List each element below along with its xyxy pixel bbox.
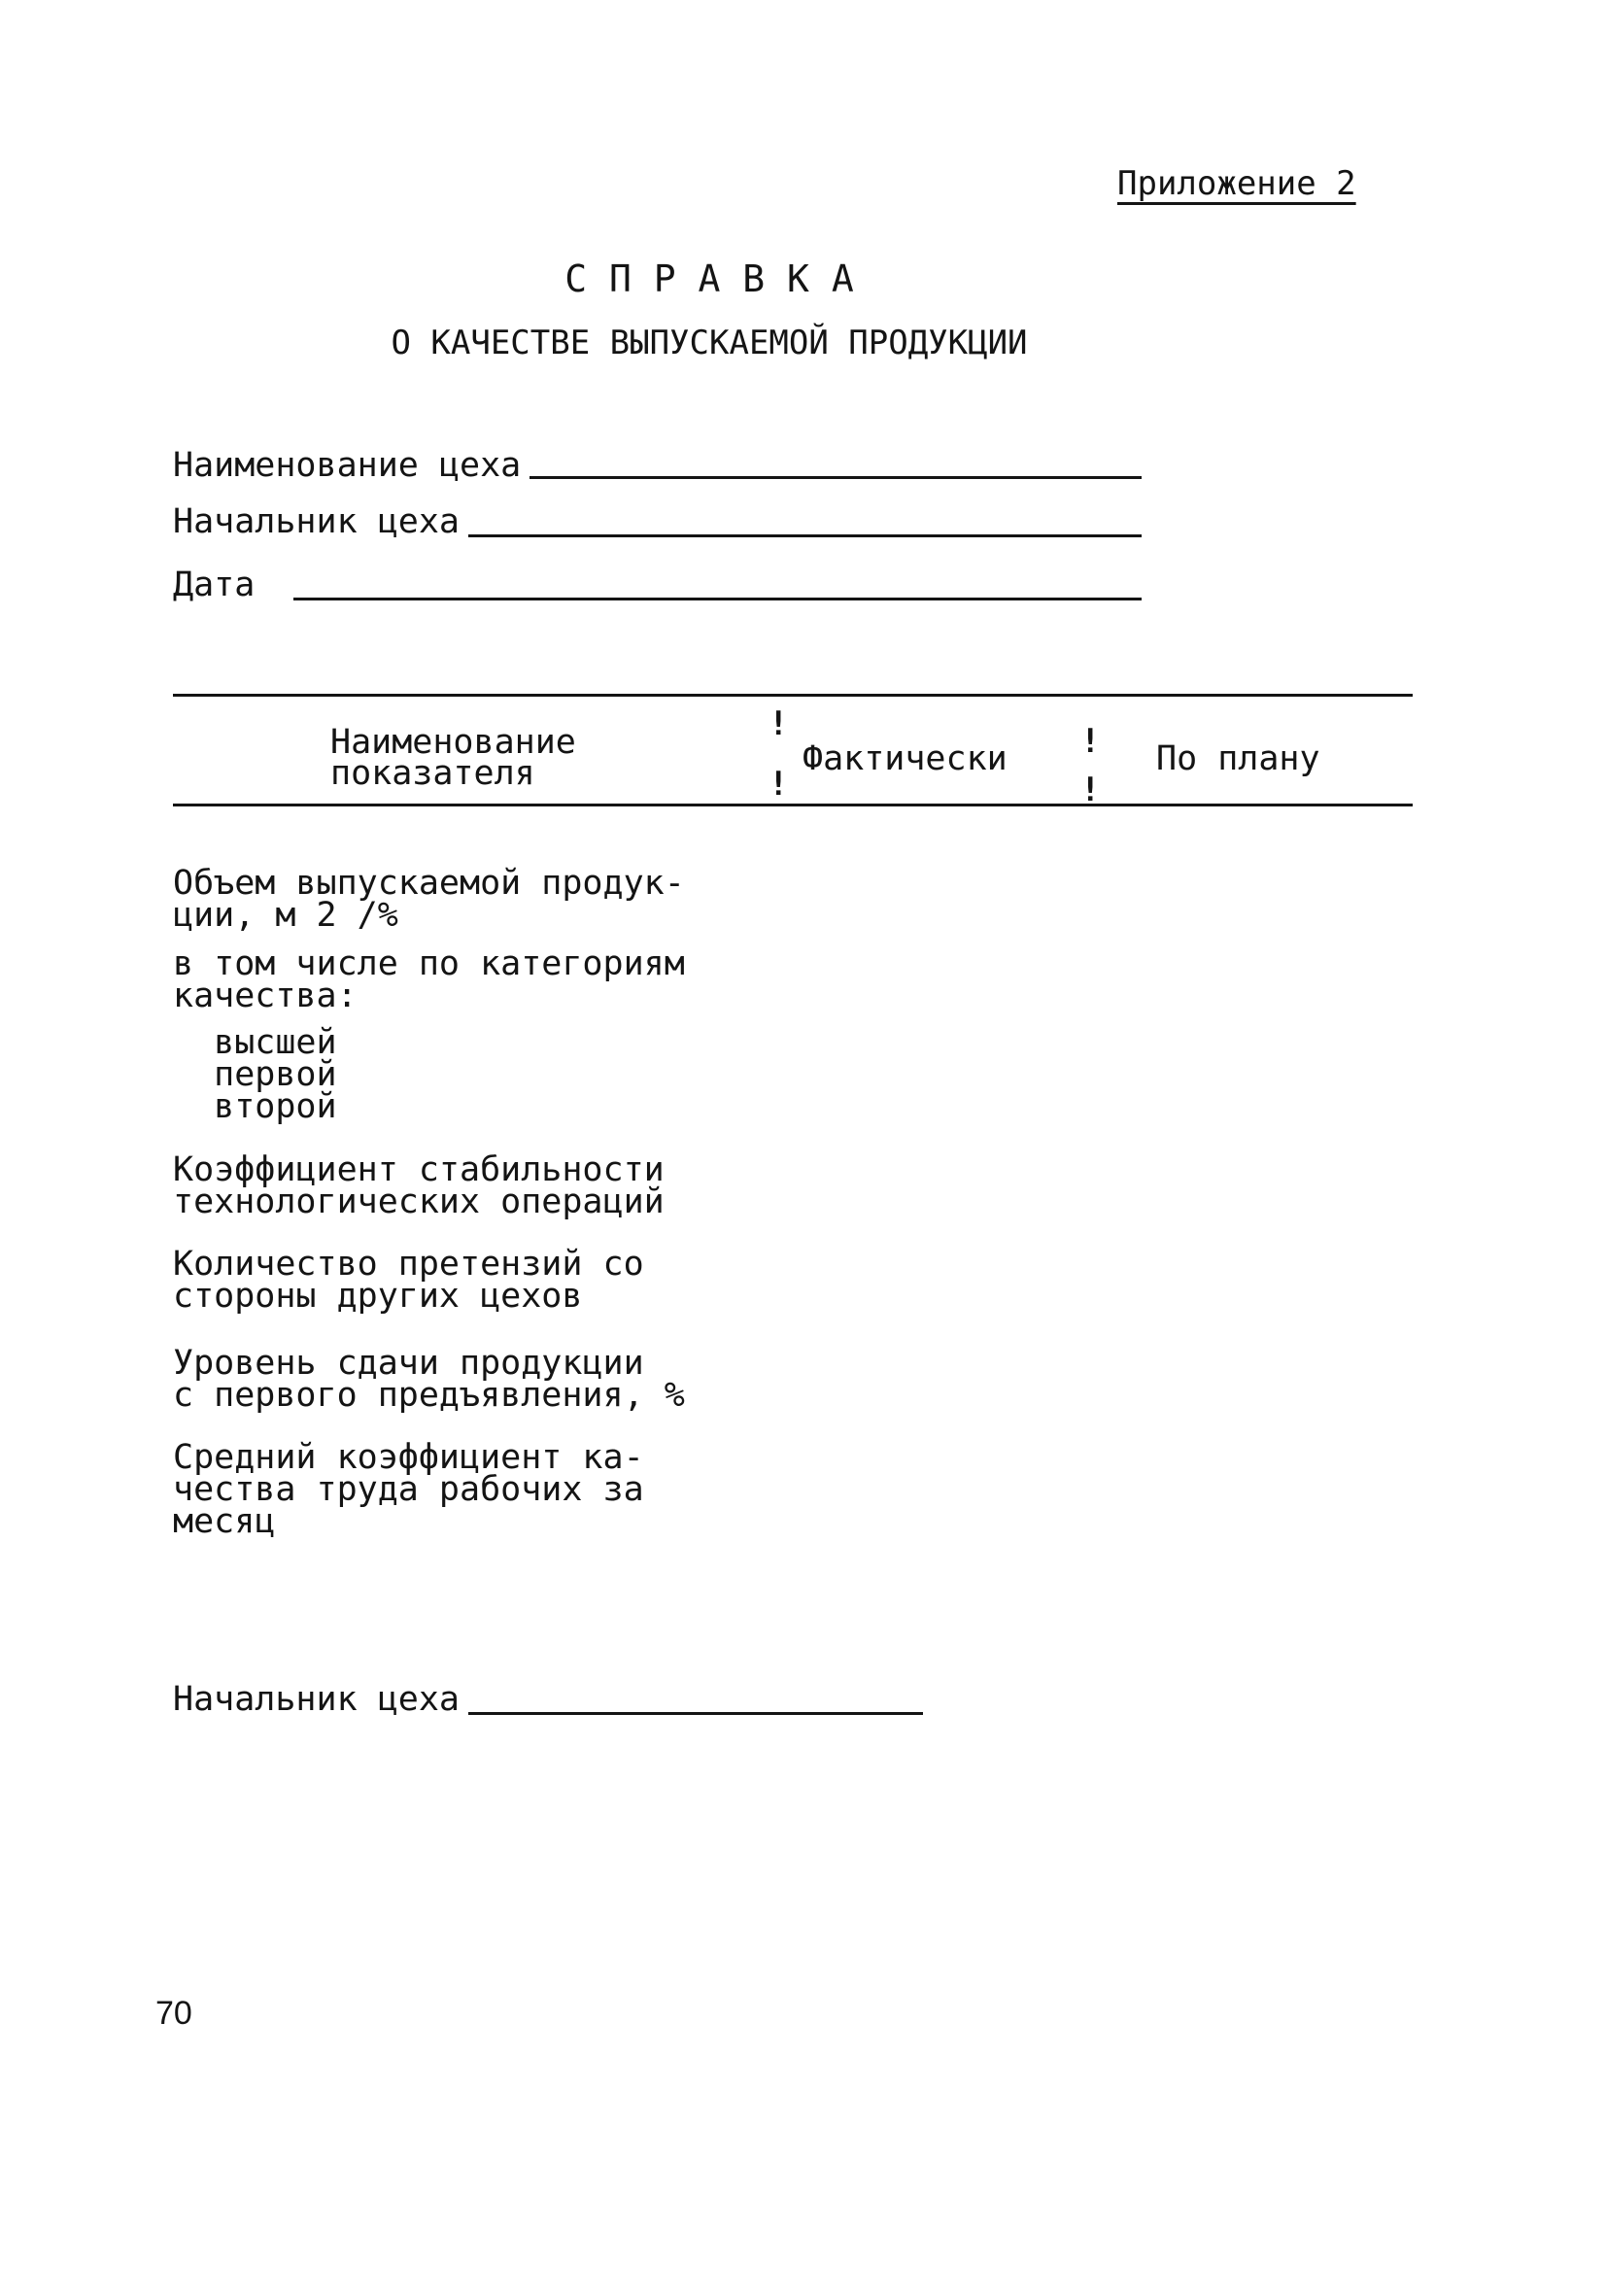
table-row: Средний коэффициент ка- чества труда рабочих за месяц [173,1438,644,1541]
column-separator: ! [1080,771,1101,809]
date-label: Дата [173,565,256,604]
table-row: Количество претензий со стороны других цехов [173,1245,644,1316]
workshop-head-field[interactable] [468,505,1142,537]
table-row: в том числе по категориям качества: [173,944,685,1015]
column-separator: ! [1080,722,1101,761]
signature-field[interactable] [468,1683,923,1715]
table-header-rule [173,804,1413,806]
workshop-name-label: Наименование цеха [173,446,522,485]
table-row: высшей первой второй [214,1023,337,1126]
table-top-rule [173,694,1413,697]
column-header-plan: По плану [1156,739,1320,778]
signature-label: Начальник цеха [173,1680,461,1719]
table-row: Уровень сдачи продукции с первого предъявления, % [173,1344,685,1415]
workshop-name-field[interactable] [530,447,1142,479]
document-subtitle: О КАЧЕСТВЕ ВЫПУСКАЕМОЙ ПРОДУКЦИИ [391,324,1028,362]
column-header-indicator: Наименование показателя [330,723,576,793]
document-title: С П Р А В К А [564,257,854,300]
table-row: Коэффициент стабильности технологических операций [173,1150,665,1221]
page-number: 70 [155,1995,192,2032]
column-separator: ! [769,765,789,804]
workshop-head-label: Начальник цеха [173,502,461,541]
column-header-actual: Фактически [803,739,1008,778]
date-field[interactable] [293,568,1142,600]
table-row: Объем выпускаемой продук- ции, м 2 /% [173,864,685,935]
appendix-label: Приложение 2 [1117,164,1356,203]
column-separator: ! [769,704,789,743]
